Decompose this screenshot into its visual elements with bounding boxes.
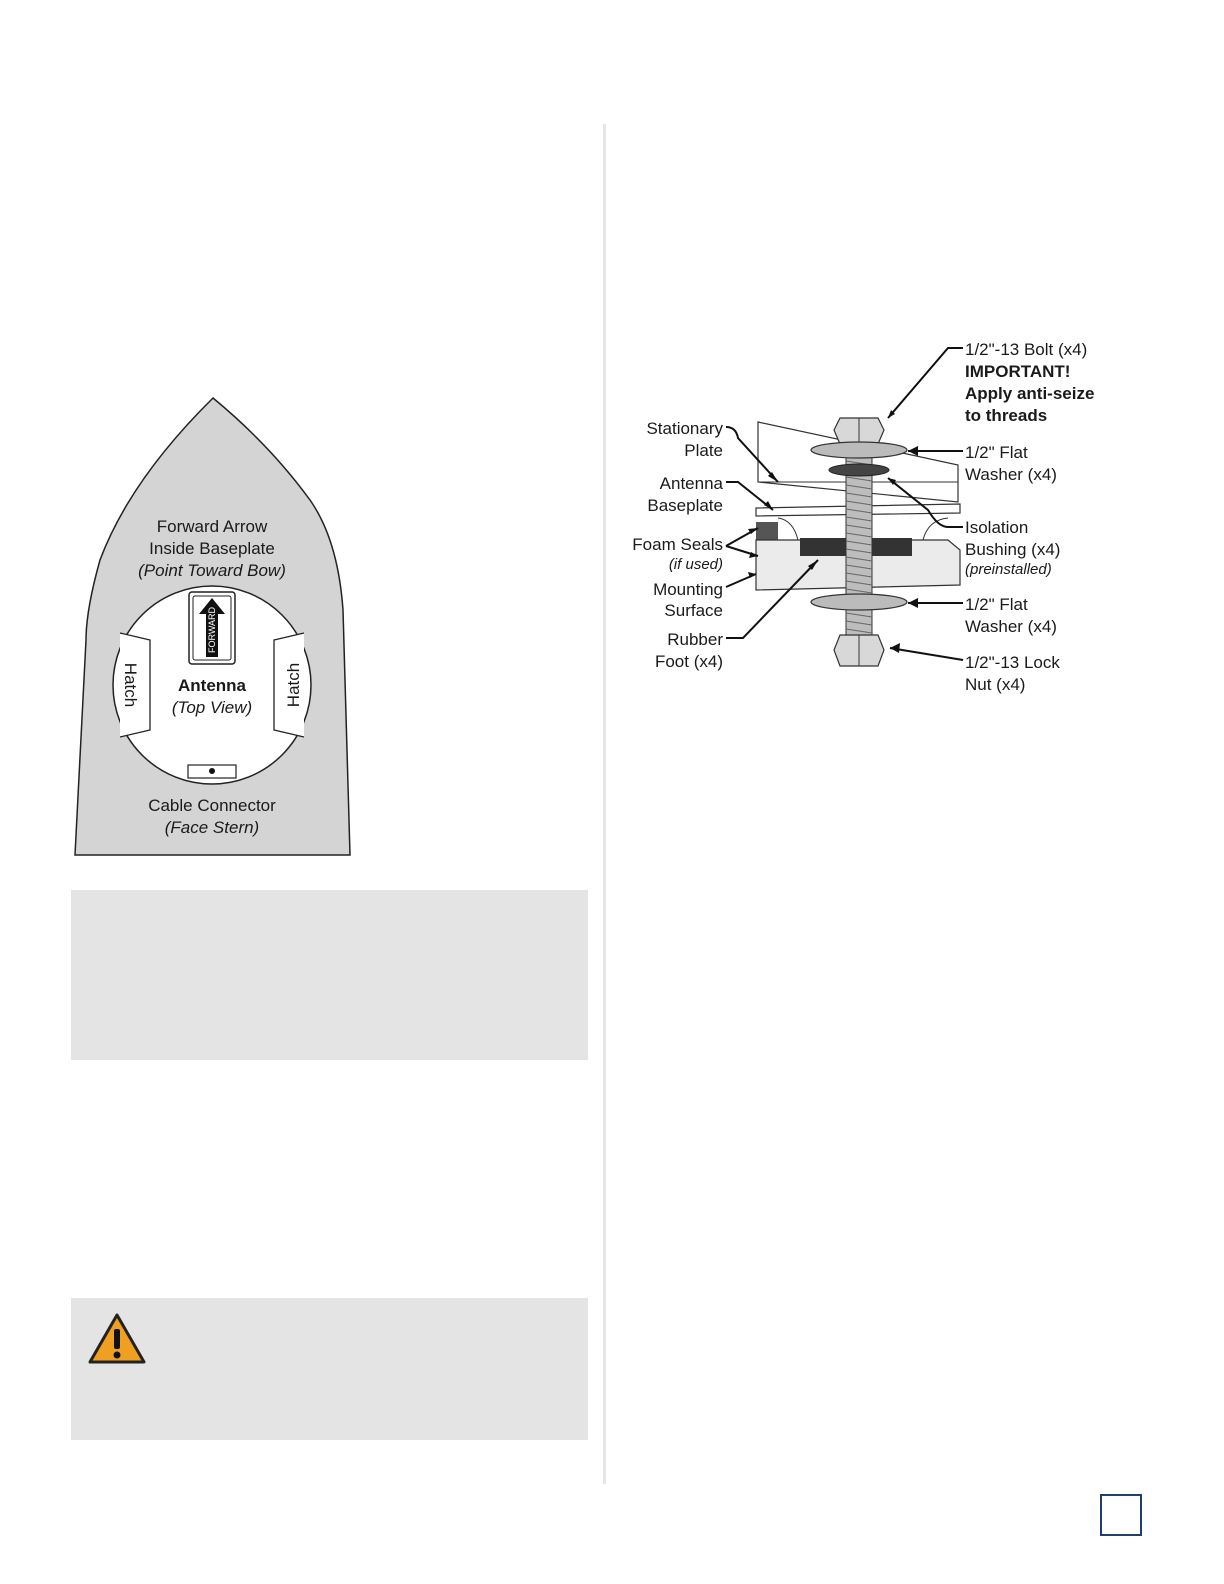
hatch-left-label: Hatch [121,662,140,708]
isolation-bushing-label-2: Bushing (x4) [965,540,1061,559]
anti-seize-label: Apply anti-seize [965,384,1095,403]
point-toward-bow-label: (Point Toward Bow) [138,561,286,580]
stationary-plate-label-2: Plate [684,441,723,460]
flat-washer-top-label-2: Washer (x4) [965,465,1057,484]
lock-nut-label-2: Nut (x4) [965,675,1026,694]
isolation-bushing-label: Isolation [965,518,1029,537]
rubber-foot-label: Rubber [667,630,723,649]
anti-seize-label-2: to threads [965,406,1048,425]
warning-panel [71,1298,588,1440]
flat-washer-bottom-label: 1/2" Flat [965,595,1028,614]
antenna-baseplate-label: Antenna [659,474,723,493]
antenna-label: Antenna [178,676,246,695]
inside-baseplate-label: Inside Baseplate [149,539,275,558]
mounting-hardware-diagram [618,330,1138,710]
hatch-right-label: Hatch [284,662,303,708]
preinstalled-label: (preinstalled) [965,561,1052,578]
page-number-box [1100,1494,1142,1536]
face-stern-label: (Face Stern) [164,818,260,837]
isolation-bushing [829,464,889,476]
cable-connector-label: Cable Connector [148,796,276,815]
bolt-label: 1/2"-13 Bolt (x4) [965,340,1088,359]
boat-orientation-diagram [60,380,380,870]
forward-arrow-label: Forward Arrow [156,517,268,536]
stationary-plate-label: Stationary [646,419,723,438]
warning-triangle-icon [87,1312,147,1366]
note-panel [71,890,588,1060]
antenna-baseplate-label-2: Baseplate [647,496,723,515]
forward-text: FORWARD [207,607,217,653]
rubber-foot-label-2: Foot (x4) [654,652,723,671]
flat-washer-top-label: 1/2" Flat [965,443,1028,462]
lock-nut [834,635,884,666]
foam-seals-label: Foam Seals [632,535,723,554]
important-label: IMPORTANT! [965,362,1071,381]
column-divider [603,124,606,1484]
flat-washer-bottom-label-2: Washer (x4) [965,617,1057,636]
bolt-head [834,418,884,444]
cable-connector-dot [209,768,215,774]
mounting-surface-label-2: Surface [664,601,723,620]
flat-washer-top [811,442,907,458]
top-view-label: (Top View) [171,698,253,717]
flat-washer-bottom [811,594,907,610]
if-used-label: (if used) [668,556,723,573]
mounting-surface-label: Mounting [653,580,723,599]
lock-nut-label: 1/2"-13 Lock [965,653,1060,672]
